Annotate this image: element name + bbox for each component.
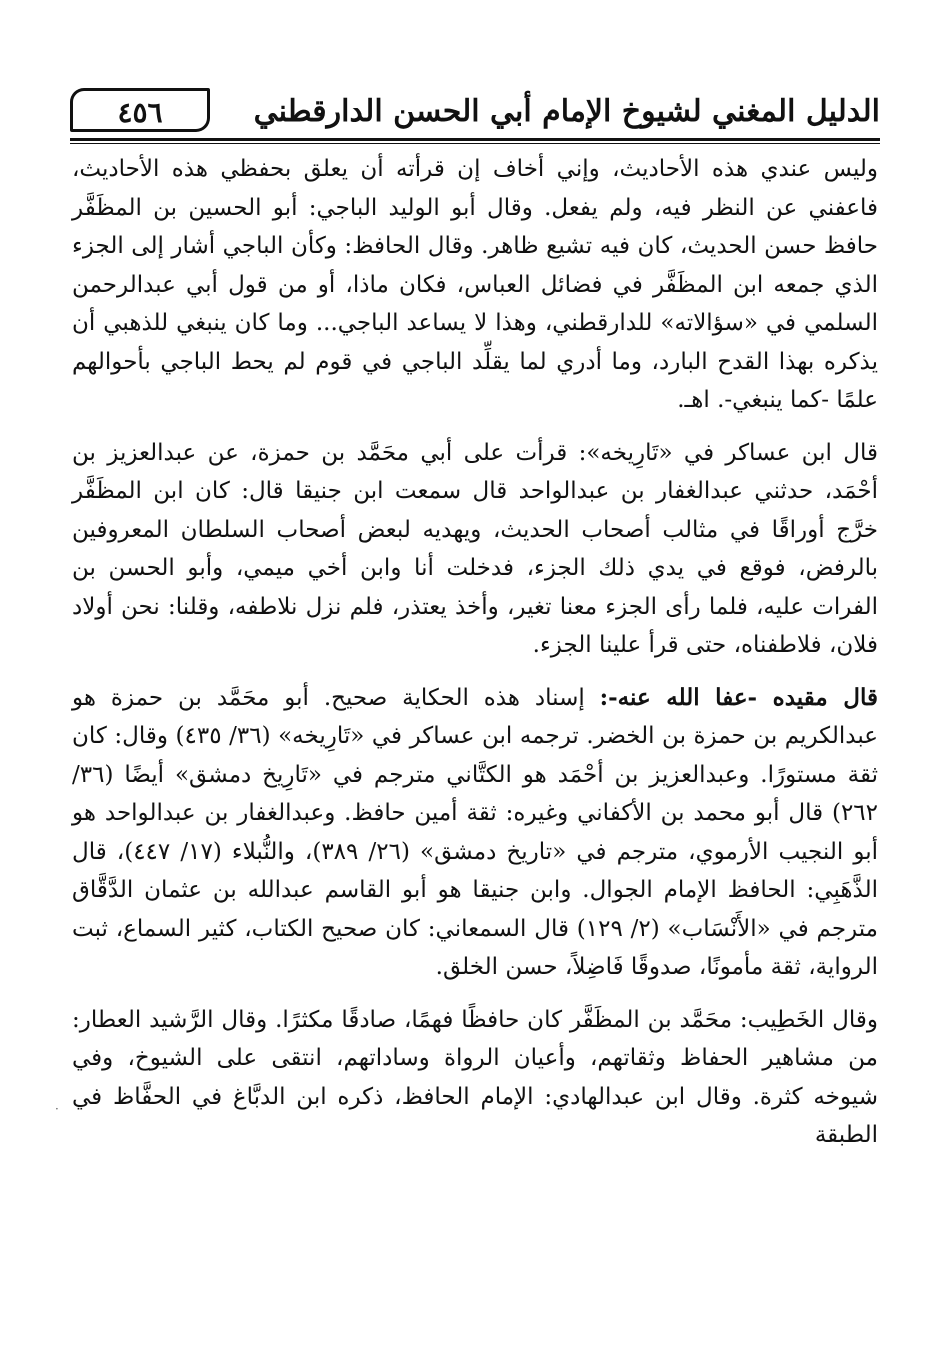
page-number: ٤٥٦ xyxy=(70,88,210,132)
paragraph-text: وليس عندي هذه الأحاديث، وإني أخاف إن قرأته أن يعلق بحفظي هذه الأحاديث، فاعفني عن النظر فيه، ولم يفعل. وقال أبو الوليد الباجي: أبو الحسين بن المظَفَّر حافظ حسن الحديث، كان فيه تشيع ظاهر. وقال الحافظ: وكأن الباجي أشار إلى الجزء الذي جمعه ابن المظَفَّر في فضائل العباس، فكان ماذا، أو من قول أبي عبدالرحمن السلمي في «سؤالاته» للدارقطني، وهذا لا يساعد الباجي... وما كان ينبغي للذهبي أن يذكره بهذا القدح البارد، وما أدري لما يقلِّد الباجي في قوم لم يحط الباجي بأحوالهم علمًا -كما ينبغي-. اهـ. xyxy=(72,156,878,413)
paragraph-4 xyxy=(72,1001,878,1155)
header-rule xyxy=(70,138,880,144)
paragraph-lead: قال مقيده -عفا الله عنه-: xyxy=(599,683,878,711)
page-header xyxy=(70,88,880,138)
paragraph-3 xyxy=(72,679,878,987)
scan-speck: · xyxy=(55,1102,59,1116)
paragraph-text: إسناد هذه الحكاية صحيح. أبو محَمَّد بن حمزة هو عبدالكريم بن حمزة بن الخضر. ترجمه ابن عساكر في «تَارِيخه» (٣٦/ ٤٣٥) وقال: كان ثقة مستورًا. وعبدالعزيز بن أحْمَد هو الكتَّاني مترجم في «تَارِيخ دمشق» أيضًا (٣٦/ ٢٦٢) قال أبو محمد بن الأكفاني وغيره: ثقة أمين حافظ. وعبدالغفار بن عبدالواحد هو أبو النجيب الأرموي، مترجم في «تاريخ دمشق» (٢٦/ ٣٨٩)، والنُّبلاء (١٧/ ٤٤٧)، قال الذَّهَبِي: الحافظ الإمام الجوال. وابن جنيقا هو أبو القاسم عبدالله بن عثمان الدَّقَّاق مترجم في «الأَنْسَاب» (٢/ ١٢٩) قال السمعاني: كان صحيح الكتاب، كثير السماع، ثبت الرواية، ثقة مأمونًا، صدوقًا فَاضِلاً، حسن الخلق. xyxy=(72,684,879,980)
running-title: الدليل المغني لشيوخ الإمام أبي الحسن الدارقطني xyxy=(253,94,880,129)
page-body xyxy=(72,150,878,1155)
paragraph-text: قال ابن عساكر في «تَارِيخه»: قرأت على أبي محَمَّد بن حمزة، عن عبدالعزيز بن أحْمَد، حدثني عبدالغفار بن عبدالواحد قال سمعت ابن جنيقا قال: كان ابن المظَفَّر خرَّج أوراقًا في مثالب أصحاب الحديث، ويهديه لبعض أصحاب السلطان المعروفين بالرفض، فوقع في يدي ذلك الجزء، فدخلت أنا وابن أخي ميمي، وأبو الحسن بن الفرات عليه، فلما رأى الجزء معنا تغير، وأخذ يعتذر، فلم نزل نلاطفه، وقلنا: نحن أولاد فلان، فلاطفناه، حتى قرأ علينا الجزء. xyxy=(72,439,878,658)
paragraph-text: وقال الخَطِيب: محَمَّد بن المظَفَّر كان حافظًا فهمًا، صادقًا مكثرًا. وقال الرَّشيد العطار: من مشاهير الحفاظ وثقاتهم، وأعيان الرواة وساداتهم، انتقى على الشيوخ، وفي شيوخه كثرة. وقال ابن عبدالهادي: الإمام الحافظ، ذكره ابن الدبَّاغ في الحفَّاظ في الطبقة xyxy=(72,1006,878,1148)
paragraph-1 xyxy=(72,150,878,420)
paragraph-2 xyxy=(72,434,878,665)
